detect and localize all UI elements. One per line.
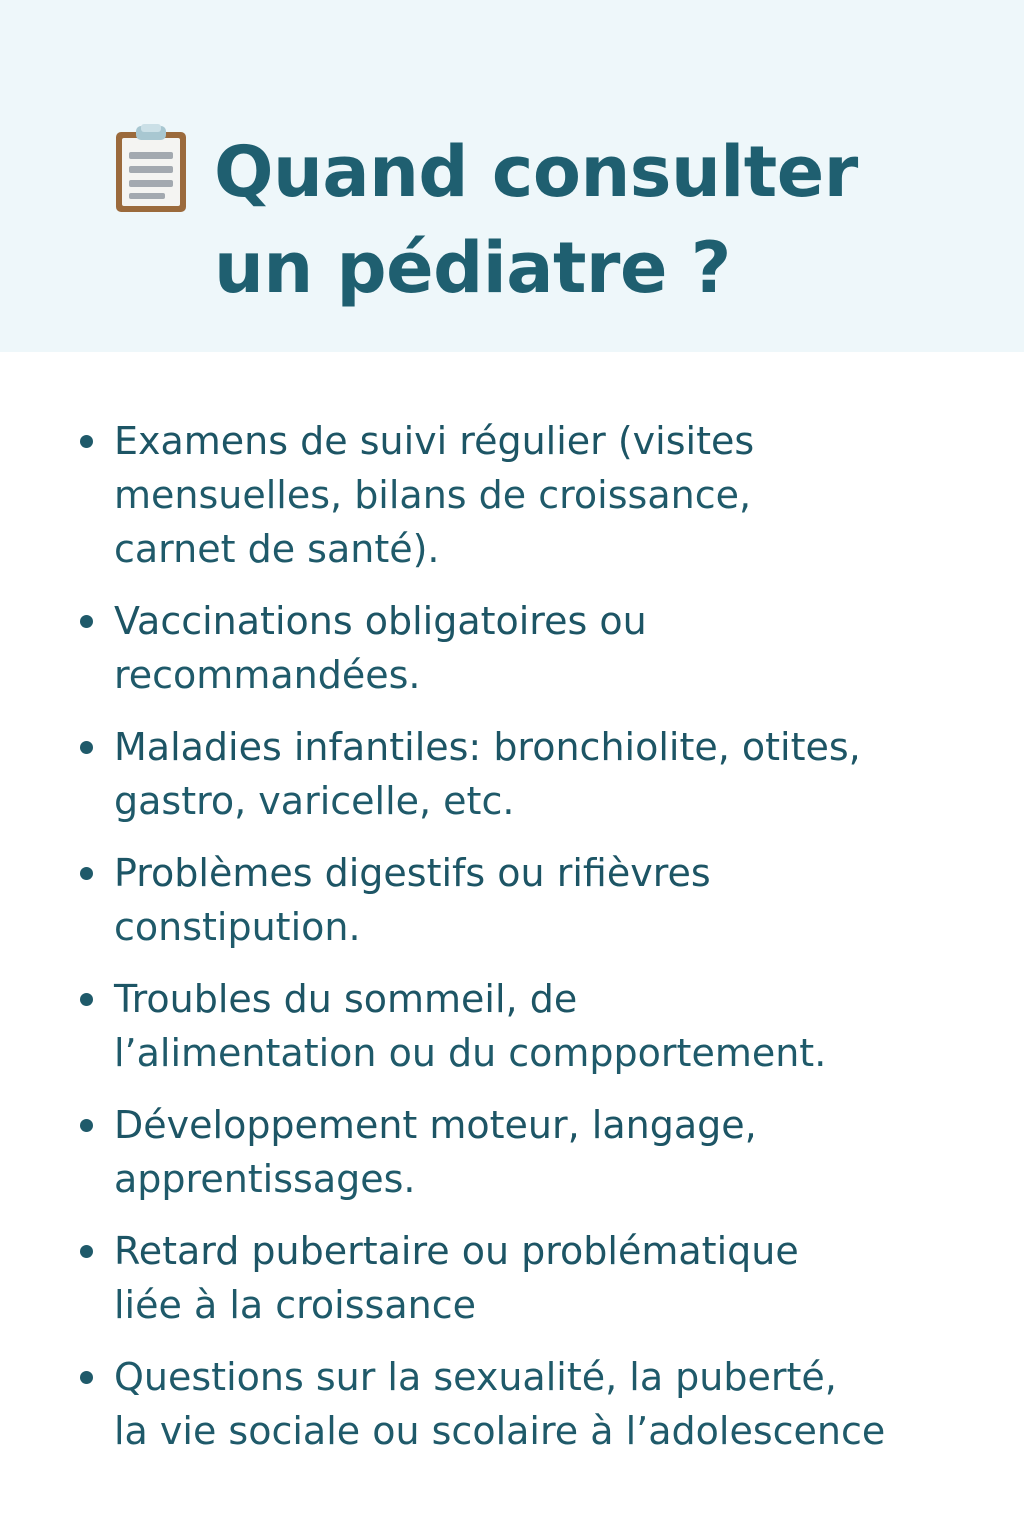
list-item xyxy=(0,846,1024,954)
item-line: liée à la croissance xyxy=(114,1283,476,1327)
clipboard-icon xyxy=(112,124,190,214)
item-line: Questions sur la sexualité, la puberté, xyxy=(114,1355,837,1399)
list-item xyxy=(0,594,1024,702)
item-line: constipution. xyxy=(114,905,361,949)
list-item xyxy=(0,414,1024,576)
title-line-1: Quand consulter xyxy=(214,131,858,213)
list-item xyxy=(0,1350,1024,1458)
item-line: apprentissages. xyxy=(114,1157,416,1201)
bullet-icon xyxy=(80,993,93,1006)
item-line: mensuelles, bilans de croissance, xyxy=(114,473,752,517)
bullet-icon xyxy=(80,435,93,448)
item-line: Troubles du sommeil, de xyxy=(114,977,578,1021)
list-item xyxy=(0,972,1024,1080)
item-line: Problèmes digestifs ou rifièvres xyxy=(114,851,711,895)
item-line: Maladies infantiles: bronchiolite, otites, xyxy=(114,725,861,769)
header-banner xyxy=(0,0,1024,352)
item-line: carnet de santé). xyxy=(114,527,440,571)
list-item xyxy=(0,720,1024,828)
bullet-icon xyxy=(80,741,93,754)
reasons-list xyxy=(0,414,1024,1476)
item-line: Vaccinations obligatoires ou xyxy=(114,599,647,643)
item-line: Examens de suivi régulier (visites xyxy=(114,419,755,463)
item-line: gastro, varicelle, etc. xyxy=(114,779,515,823)
item-line: Retard pubertaire ou problématique xyxy=(114,1229,799,1273)
title-line-2: un pédiatre ? xyxy=(214,227,731,309)
page-title xyxy=(214,124,994,316)
item-line: la vie sociale ou scolaire à l’adolescence xyxy=(114,1409,886,1453)
item-line: recommandées. xyxy=(114,653,421,697)
bullet-icon xyxy=(80,1371,93,1384)
bullet-icon xyxy=(80,867,93,880)
item-line: Développement moteur, langage, xyxy=(114,1103,757,1147)
bullet-icon xyxy=(80,1245,93,1258)
list-item xyxy=(0,1224,1024,1332)
list-item xyxy=(0,1098,1024,1206)
item-line: l’alimentation ou du compportement. xyxy=(114,1031,827,1075)
bullet-icon xyxy=(80,1119,93,1132)
bullet-icon xyxy=(80,615,93,628)
